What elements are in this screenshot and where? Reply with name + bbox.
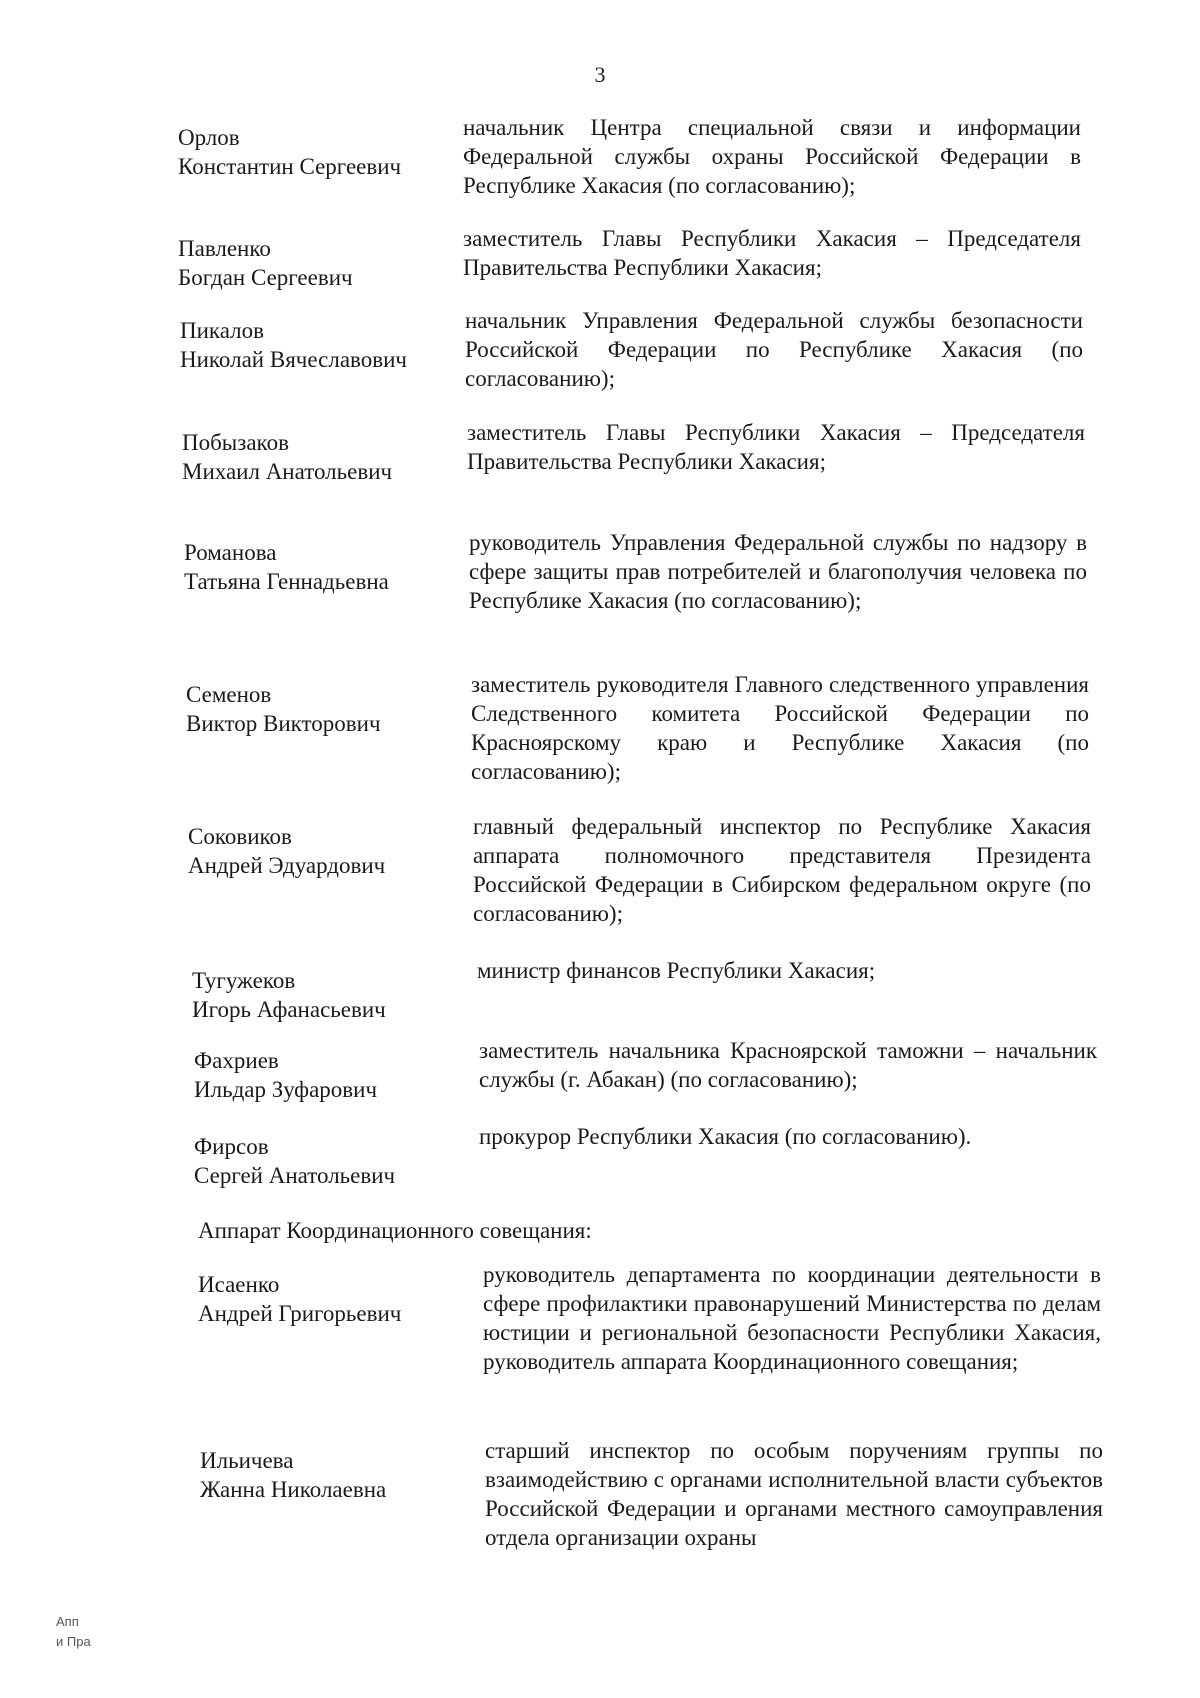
- member-role: руководитель департамента по координации деятельности в сфере профилактики правонарушений Министерства по делам юстиции и региональной безопасности Республики Хакасия, руководитель аппарата Координационного совещания;: [483, 1262, 1101, 1374]
- member-given-name: Андрей Григорьевич: [198, 1301, 402, 1326]
- footer-stamp: [56, 1612, 91, 1652]
- footer-stamp-line: Апп: [56, 1614, 79, 1629]
- member-surname: Фахриев: [194, 1048, 279, 1073]
- member-role: заместитель руководителя Главного следственного управления Следственного комитета Российской Федерации по Красноярскому краю и Республике Хакасия (по согласованию);: [471, 672, 1089, 784]
- member-role: начальник Центра специальной связи и информации Федеральной службы охраны Российской Федерации в Республике Хакасия (по согласованию);: [463, 115, 1081, 198]
- member-surname: Романова: [184, 540, 277, 565]
- member-role: министр финансов Республики Хакасия;: [477, 958, 876, 983]
- member-surname: Ильичева: [200, 1448, 294, 1473]
- member-name: [194, 1046, 484, 1104]
- member-name: [178, 234, 468, 292]
- member-role: главный федеральный инспектор по Республике Хакасия аппарата полномочного представителя Президента Российской Федерации в Сибирском федеральном округе (по согласованию);: [473, 814, 1091, 926]
- member-surname: Павленко: [178, 236, 271, 261]
- member-role: руководитель Управления Федеральной службы по надзору в сфере защиты прав потребителей и благополучия человека по Республике Хакасия (по согласованию);: [469, 530, 1087, 613]
- member-role: старший инспектор по особым поручениям группы по взаимодействию с органами исполнительной власти субъектов Российской Федерации и органами местного самоуправления отдела организации охраны: [485, 1438, 1103, 1550]
- member-given-name: Андрей Эдуардович: [188, 853, 386, 878]
- member-given-name: Игорь Афанасьевич: [192, 997, 386, 1022]
- member-name: [192, 966, 482, 1024]
- member-surname: Пикалов: [180, 318, 264, 343]
- member-role: начальник Управления Федеральной службы безопасности Российской Федерации по Республике Хакасия (по согласованию);: [465, 308, 1083, 391]
- footer-stamp-line: и Пра: [56, 1634, 91, 1649]
- member-name: [178, 123, 468, 181]
- member-surname: Побызаков: [182, 430, 289, 455]
- member-surname: Орлов: [178, 125, 240, 150]
- member-name: [200, 1446, 490, 1504]
- section-heading: Аппарат Координационного совещания:: [198, 1218, 592, 1243]
- member-given-name: Сергей Анатольевич: [194, 1163, 396, 1188]
- member-name: [194, 1132, 484, 1190]
- member-given-name: Богдан Сергеевич: [178, 265, 353, 290]
- member-given-name: Николай Вячеславович: [180, 347, 407, 372]
- member-role: заместитель начальника Красноярской таможни – начальник службы (г. Абакан) (по согласованию);: [479, 1038, 1097, 1092]
- page-number: 3: [594, 62, 606, 87]
- member-role: заместитель Главы Республики Хакасия – Председателя Правительства Республики Хакасия;: [463, 226, 1081, 280]
- member-given-name: Виктор Викторович: [186, 711, 381, 736]
- member-name: [198, 1270, 488, 1328]
- member-name: [180, 316, 470, 374]
- member-given-name: Константин Сергеевич: [178, 154, 402, 179]
- member-given-name: Жанна Николаевна: [200, 1477, 387, 1502]
- member-surname: Соковиков: [188, 824, 292, 849]
- member-given-name: Ильдар Зуфарович: [194, 1077, 378, 1102]
- member-role: прокурор Республики Хакасия (по согласованию).: [479, 1124, 972, 1149]
- member-surname: Семенов: [186, 682, 272, 707]
- member-surname: Исаенко: [198, 1272, 280, 1297]
- member-name: [186, 680, 476, 738]
- member-role: заместитель Главы Республики Хакасия – Председателя Правительства Республики Хакасия;: [467, 420, 1085, 474]
- member-surname: Фирсов: [194, 1134, 269, 1159]
- member-surname: Тугужеков: [192, 968, 296, 993]
- member-given-name: Михаил Анатольевич: [182, 459, 393, 484]
- member-name: [184, 538, 474, 596]
- member-name: [188, 822, 478, 880]
- member-name: [182, 428, 472, 486]
- member-given-name: Татьяна Геннадьевна: [184, 569, 389, 594]
